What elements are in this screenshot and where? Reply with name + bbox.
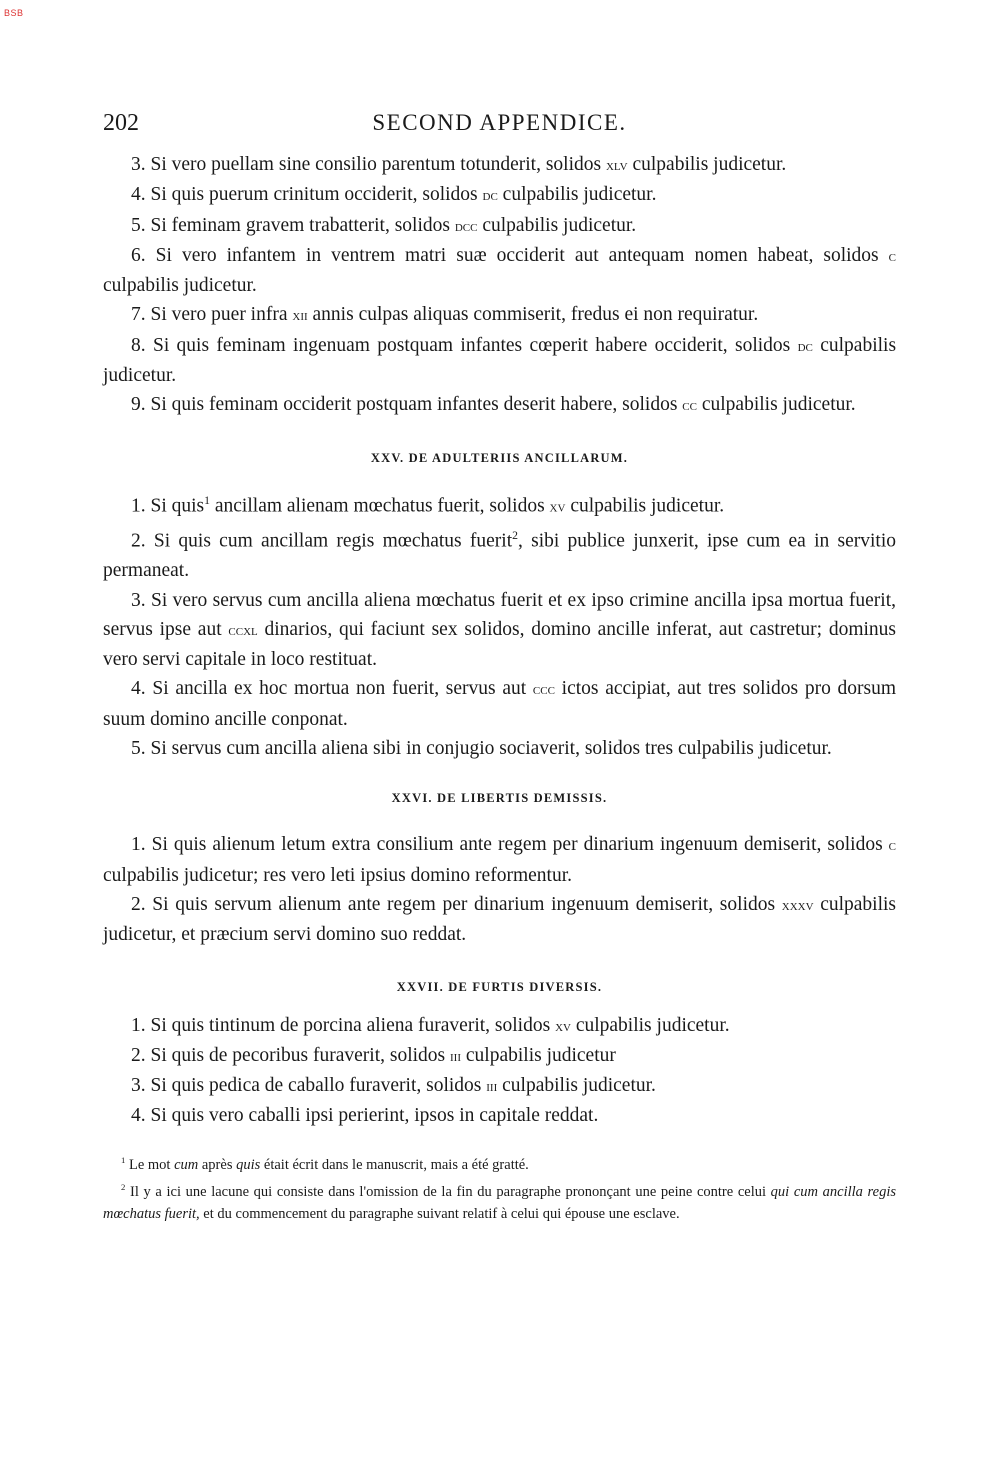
paragraph: 7. Si vero puer infra xii annis culpas aliquas commiserit, fredus ei non requiratur.: [131, 304, 759, 326]
section-heading: XXVII. DE FURTIS DIVERSIS.: [396, 979, 603, 994]
paragraph: 4. Si ancilla ex hoc mortua non fuerit, servus aut ccc ictos accipiat, aut tres solidos pro dorsum suum domino ancille conponat.: [103, 678, 897, 730]
section-xxvii: [103, 980, 896, 1131]
paragraph: 9. Si quis feminam occiderit postquam infantes deserit habere, solidos cc culpabilis judicetur.: [131, 394, 856, 416]
paragraph: 2. Si quis cum ancillam regis mœchatus fuerit$^2$, sibi publice junxerit, ipse cum ea in servitio permaneat.: [103, 529, 896, 582]
page-number: 202: [103, 110, 139, 136]
section-heading: XXV. DE ADULTERIIS ANCILLARUM.: [370, 450, 629, 465]
footnote-ref: 2: [512, 529, 518, 543]
section-continuation: [103, 150, 896, 421]
footnotes: [103, 1149, 896, 1226]
paragraph: 1. Si quis$^1$ ancillam alienam mœchatus fuerit, solidos xv culpabilis judicetur.: [131, 493, 725, 517]
library-stamp: BSB: [4, 8, 24, 18]
paragraph: 8. Si quis feminam ingenuam postquam infantes cœperit habere occiderit, solidos dc culpabilis judicetur.: [103, 334, 897, 387]
section-xxv: [103, 451, 896, 764]
paragraph: 3. Si vero servus cum ancilla aliena mœchatus fuerit et ex ipso crimine ancilla ipsa mortua fuerit, servus ipse aut ccxl dinarios, qui faciunt sex solidos, domino ancille inferat, aut castretur; dominus vero servi capitale in loco restituat.: [103, 589, 896, 671]
paragraph: 5. Si feminam gravem trabatterit, solidos dcc culpabilis judicetur.: [131, 214, 637, 236]
page: [103, 110, 896, 1226]
page-header: [103, 110, 896, 150]
paragraph: 2. Si quis servum alienum ante regem per dinarium ingenuum demiserit, solidos xxxv culpabilis judicetur, et præcium servi domino suo reddat.: [103, 893, 897, 946]
paragraph: 5. Si servus cum ancilla aliena sibi in conjugio sociaverit, solidos tres culpabilis judicetur.: [131, 738, 832, 760]
paragraph: 1. Si quis tintinum de porcina aliena furaverit, solidos xv culpabilis judicetur.: [131, 1014, 730, 1036]
paragraph: 4. Si quis vero caballi ipsi perierint, ipsos in capitale reddat.: [131, 1105, 599, 1127]
paragraph: 1. Si quis alienum letum extra consilium ante regem per dinarium ingenuum demiserit, solidos c culpabilis judicetur; res vero leti ipsius domino reformentur.: [103, 834, 896, 886]
paragraph: 3. Si vero puellam sine consilio parentum totunderit, solidos xlv culpabilis judicetur.: [131, 154, 787, 175]
paragraph: 4. Si quis puerum crinitum occiderit, solidos dc culpabilis judicetur.: [131, 184, 657, 206]
footnote: $^1$ Le mot cum après quis était écrit dans le manuscrit, mais a été gratté.: [121, 1154, 529, 1173]
footnote-marker: 2: [121, 1182, 126, 1193]
paragraph: 6. Si vero infantem in ventrem matri suæ occiderit aut antequam nomen habeat, solidos c culpabilis judicetur.: [103, 244, 897, 297]
paragraph: 3. Si quis pedica de caballo furaverit, solidos iii culpabilis judicetur.: [131, 1075, 656, 1097]
section-xxvi: [103, 791, 896, 949]
section-heading: XXVI. DE LIBERTIS DEMISSIS.: [391, 791, 608, 806]
footnote-marker: 1: [121, 1154, 126, 1165]
paragraph: 2. Si quis de pecoribus furaverit, solidos iii culpabilis judicetur: [131, 1044, 616, 1066]
footnote: $^2$ Il y a ici une lacune qui consiste dans l'omission de la fin du paragraphe prononçant une peine contre celui qui cum ancilla regis mœchatus fuerit, et du commencement du paragraphe suivant relatif à celui qui épouse une esclave.: [103, 1182, 897, 1223]
running-title: SECOND APPENDICE.: [372, 110, 627, 135]
footnote-ref: 1: [204, 493, 210, 507]
